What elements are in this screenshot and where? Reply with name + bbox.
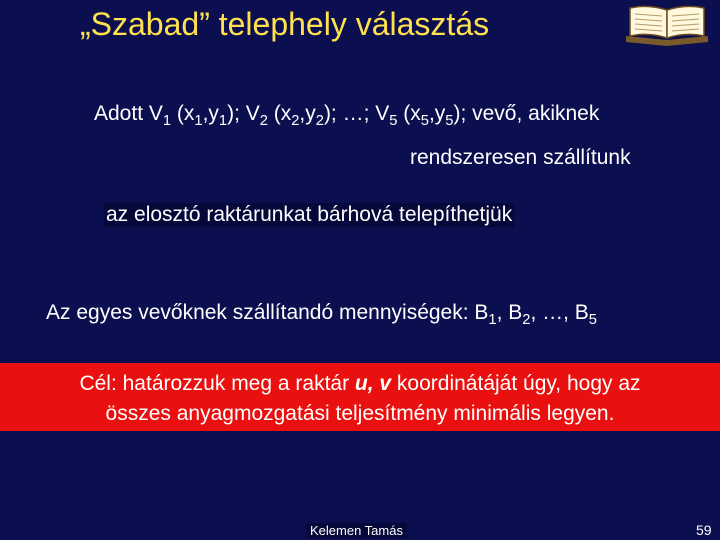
goal-line-1: Cél: határozzuk meg a raktár u, v koordinátáját úgy, hogy az [79, 372, 641, 395]
quantities-text: Az egyes vevőknek szállítandó mennyiségek: $B_1$, $B_2$, …, $B_5$ [46, 301, 597, 329]
warehouse-placement-text: az elosztó raktárunkat bárhová telepíthetjük [106, 203, 513, 226]
goal-box [0, 363, 720, 431]
page-number: 59 [696, 522, 712, 538]
slide-title: „Szabad” telephely választás [80, 6, 490, 42]
goal-line-2: összes anyagmozgatási teljesítmény minimális legyen. [105, 402, 615, 425]
open-book-icon [624, 4, 710, 48]
given-customers-continuation: rendszeresen szállítunk [410, 146, 631, 169]
given-customers-text: Adott $V_1$ $(x_1,y_1)$; $V_2$ $(x_2,y_2)$; …; $V_5$ $(x_5,y_5)$; vevő, akiknek [94, 102, 600, 130]
footer-author: Kelemen Tamás [306, 523, 407, 538]
